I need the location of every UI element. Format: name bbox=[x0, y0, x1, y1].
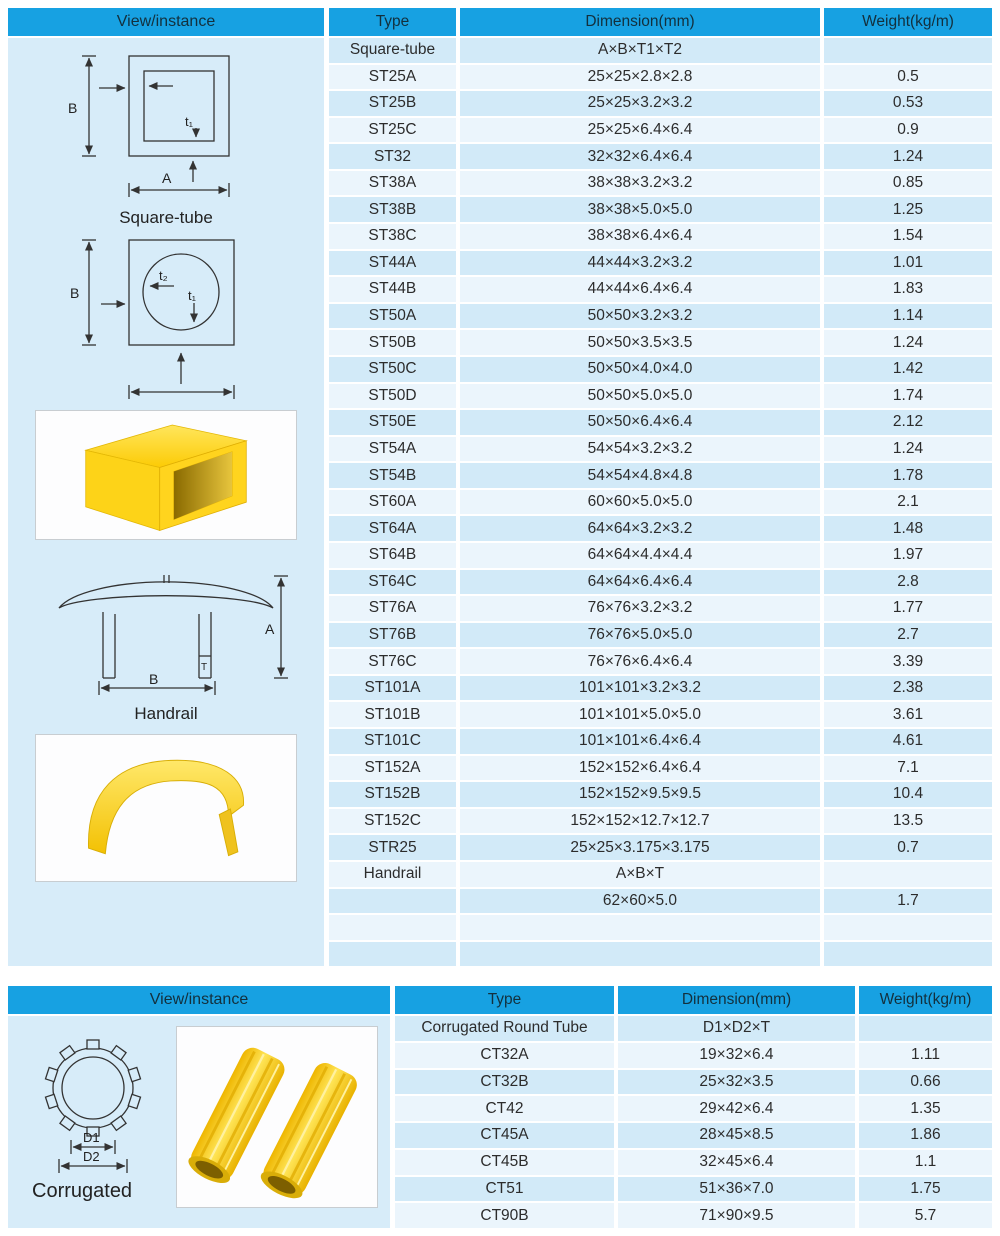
table-row bbox=[329, 91, 992, 116]
view-instance-body-bottom bbox=[8, 1016, 390, 1228]
type-cell: Corrugated Round Tube bbox=[395, 1016, 614, 1041]
dimension-cell: 60×60×5.0×5.0 bbox=[460, 490, 820, 515]
weight-cell: 10.4 bbox=[824, 782, 992, 807]
dimension-cell bbox=[460, 915, 820, 940]
weight-cell: 1.25 bbox=[824, 197, 992, 222]
table-row bbox=[329, 251, 992, 276]
square-tube-section bbox=[8, 8, 992, 966]
weight-cell: 1.83 bbox=[824, 277, 992, 302]
table-row bbox=[329, 889, 992, 914]
weight-cell: 0.7 bbox=[824, 835, 992, 860]
table-row bbox=[329, 118, 992, 143]
table-row bbox=[329, 516, 992, 541]
table-row bbox=[395, 1096, 992, 1121]
view-instance-header-bottom: View/instance bbox=[8, 986, 390, 1014]
type-cell: ST101A bbox=[329, 676, 456, 701]
weight-cell: 1.74 bbox=[824, 384, 992, 409]
dimension-cell: 64×64×3.2×3.2 bbox=[460, 516, 820, 541]
type-cell: STR25 bbox=[329, 835, 456, 860]
weight-cell: 1.97 bbox=[824, 543, 992, 568]
weight-cell: 2.8 bbox=[824, 570, 992, 595]
dimension-cell: A×B×T1×T2 bbox=[460, 38, 820, 63]
dimension-cell: 25×25×3.2×3.2 bbox=[460, 91, 820, 116]
dimension-cell: 76×76×3.2×3.2 bbox=[460, 596, 820, 621]
dim-label-t2: t₂ bbox=[159, 268, 168, 283]
table-row bbox=[329, 623, 992, 648]
weight-cell: 0.5 bbox=[824, 65, 992, 90]
dimension-cell: 50×50×4.0×4.0 bbox=[460, 357, 820, 382]
type-cell: ST25C bbox=[329, 118, 456, 143]
view-instance-header-top: View/instance bbox=[8, 8, 324, 36]
dimension-cell: 101×101×6.4×6.4 bbox=[460, 729, 820, 754]
dimension-cell: 50×50×5.0×5.0 bbox=[460, 384, 820, 409]
col-header-type: Type bbox=[329, 8, 456, 36]
table-row bbox=[329, 65, 992, 90]
weight-cell: 1.35 bbox=[859, 1096, 992, 1121]
type-cell: ST50A bbox=[329, 304, 456, 329]
weight-cell: 1.78 bbox=[824, 463, 992, 488]
col-header-weight: Weight(kg/m) bbox=[824, 8, 992, 36]
dimension-cell: 64×64×6.4×6.4 bbox=[460, 570, 820, 595]
view-instance-panel-top bbox=[8, 8, 324, 966]
table-row bbox=[329, 224, 992, 249]
dim-label-b: B bbox=[149, 671, 159, 687]
weight-cell: 1.1 bbox=[859, 1150, 992, 1175]
table-row bbox=[329, 596, 992, 621]
dimension-cell: 25×25×3.175×3.175 bbox=[460, 835, 820, 860]
weight-cell: 1.14 bbox=[824, 304, 992, 329]
type-cell: ST64C bbox=[329, 570, 456, 595]
weight-cell: 1.86 bbox=[859, 1123, 992, 1148]
col-header-type: Type bbox=[395, 986, 614, 1014]
weight-cell: 1.24 bbox=[824, 330, 992, 355]
weight-cell: 5.7 bbox=[859, 1203, 992, 1228]
weight-cell: 1.24 bbox=[824, 437, 992, 462]
table-body bbox=[395, 1016, 992, 1228]
table-row bbox=[329, 277, 992, 302]
dim-label-d1: D1 bbox=[83, 1130, 100, 1145]
table-row bbox=[329, 942, 992, 967]
corrugated-tube-section bbox=[8, 986, 992, 1228]
table-row bbox=[329, 171, 992, 196]
weight-cell: 0.9 bbox=[824, 118, 992, 143]
square-tube-photo bbox=[41, 414, 291, 536]
table-row bbox=[329, 782, 992, 807]
dimension-cell: 50×50×3.5×3.5 bbox=[460, 330, 820, 355]
weight-cell: 1.24 bbox=[824, 144, 992, 169]
weight-cell: 2.38 bbox=[824, 676, 992, 701]
handrail-photo bbox=[41, 738, 291, 878]
weight-cell: 1.77 bbox=[824, 596, 992, 621]
dimension-cell: 28×45×8.5 bbox=[618, 1123, 855, 1148]
dimension-cell: 71×90×9.5 bbox=[618, 1203, 855, 1228]
type-cell: ST50E bbox=[329, 410, 456, 435]
table-row bbox=[395, 1203, 992, 1228]
weight-cell: 2.12 bbox=[824, 410, 992, 435]
type-cell bbox=[329, 942, 456, 967]
dimension-cell bbox=[460, 942, 820, 967]
table-row bbox=[395, 1043, 992, 1068]
dim-label-a: A bbox=[162, 170, 172, 186]
dimension-cell: 152×152×12.7×12.7 bbox=[460, 809, 820, 834]
round-in-square-diagram bbox=[41, 232, 291, 404]
type-cell: CT45A bbox=[395, 1123, 614, 1148]
table-row bbox=[395, 1123, 992, 1148]
weight-cell: 0.66 bbox=[859, 1070, 992, 1095]
dimension-cell: 32×45×6.4 bbox=[618, 1150, 855, 1175]
type-cell: ST44B bbox=[329, 277, 456, 302]
table-row bbox=[329, 197, 992, 222]
weight-cell: 1.01 bbox=[824, 251, 992, 276]
type-cell: ST32 bbox=[329, 144, 456, 169]
dimension-cell: 44×44×3.2×3.2 bbox=[460, 251, 820, 276]
weight-cell: 7.1 bbox=[824, 756, 992, 781]
corrugated-caption: Corrugated bbox=[32, 1180, 133, 1202]
dimension-cell: 19×32×6.4 bbox=[618, 1043, 855, 1068]
weight-cell: 1.11 bbox=[859, 1043, 992, 1068]
square-tube-section-diagram bbox=[41, 50, 291, 202]
dimension-cell: 25×25×2.8×2.8 bbox=[460, 65, 820, 90]
handrail-caption: Handrail bbox=[134, 704, 198, 723]
dimension-cell: 76×76×5.0×5.0 bbox=[460, 623, 820, 648]
weight-cell: 13.5 bbox=[824, 809, 992, 834]
type-cell: ST152B bbox=[329, 782, 456, 807]
type-cell: CT90B bbox=[395, 1203, 614, 1228]
dimension-cell: 51×36×7.0 bbox=[618, 1177, 855, 1202]
view-instance-panel-bottom bbox=[8, 986, 390, 1228]
dim-label-d2: D2 bbox=[83, 1149, 100, 1164]
table-row bbox=[329, 38, 992, 63]
dimension-cell: 29×42×6.4 bbox=[618, 1096, 855, 1121]
weight-cell bbox=[824, 38, 992, 63]
handrail-diagram bbox=[41, 556, 291, 698]
type-cell: ST38B bbox=[329, 197, 456, 222]
weight-cell: 4.61 bbox=[824, 729, 992, 754]
table-row bbox=[329, 410, 992, 435]
table-row bbox=[329, 490, 992, 515]
table-row bbox=[329, 384, 992, 409]
dim-label-a: A bbox=[265, 621, 275, 637]
col-header-dimension: Dimension(mm) bbox=[618, 986, 855, 1014]
table-row bbox=[329, 330, 992, 355]
table-row bbox=[329, 357, 992, 382]
type-cell: CT51 bbox=[395, 1177, 614, 1202]
weight-cell: 3.39 bbox=[824, 649, 992, 674]
table-body bbox=[329, 38, 992, 966]
type-cell: ST152C bbox=[329, 809, 456, 834]
dimension-cell: 38×38×3.2×3.2 bbox=[460, 171, 820, 196]
table-row bbox=[329, 809, 992, 834]
weight-cell: 0.85 bbox=[824, 171, 992, 196]
weight-cell: 1.48 bbox=[824, 516, 992, 541]
corrugated-tubes-photo bbox=[177, 1031, 377, 1203]
weight-cell: 1.42 bbox=[824, 357, 992, 382]
type-cell: ST50C bbox=[329, 357, 456, 382]
type-cell: ST25B bbox=[329, 91, 456, 116]
type-cell: ST76B bbox=[329, 623, 456, 648]
table-row bbox=[329, 756, 992, 781]
dimension-cell: 25×25×6.4×6.4 bbox=[460, 118, 820, 143]
type-cell: ST38A bbox=[329, 171, 456, 196]
dim-label-t: T bbox=[201, 662, 208, 673]
dimension-cell: D1×D2×T bbox=[618, 1016, 855, 1041]
corrugated-section-diagram bbox=[25, 1032, 165, 1178]
dimension-cell: 38×38×6.4×6.4 bbox=[460, 224, 820, 249]
type-cell: ST54A bbox=[329, 437, 456, 462]
dimension-cell: 152×152×9.5×9.5 bbox=[460, 782, 820, 807]
table-row bbox=[329, 304, 992, 329]
dimension-cell: 101×101×3.2×3.2 bbox=[460, 676, 820, 701]
dimension-cell: 62×60×5.0 bbox=[460, 889, 820, 914]
weight-cell bbox=[824, 862, 992, 887]
weight-cell: 1.54 bbox=[824, 224, 992, 249]
type-cell: CT32B bbox=[395, 1070, 614, 1095]
table-row bbox=[329, 437, 992, 462]
table-row bbox=[329, 835, 992, 860]
table-row bbox=[329, 570, 992, 595]
type-cell: CT45B bbox=[395, 1150, 614, 1175]
table-header-row bbox=[395, 986, 992, 1014]
weight-cell: 1.7 bbox=[824, 889, 992, 914]
table-row bbox=[395, 1150, 992, 1175]
type-cell: ST60A bbox=[329, 490, 456, 515]
table-row bbox=[329, 463, 992, 488]
square-tube-table bbox=[329, 8, 992, 966]
type-cell bbox=[329, 889, 456, 914]
col-header-dimension: Dimension(mm) bbox=[460, 8, 820, 36]
table-row bbox=[329, 543, 992, 568]
table-row bbox=[329, 144, 992, 169]
dimension-cell: 152×152×6.4×6.4 bbox=[460, 756, 820, 781]
type-cell bbox=[329, 915, 456, 940]
table-row bbox=[329, 862, 992, 887]
type-cell: ST54B bbox=[329, 463, 456, 488]
col-header-weight: Weight(kg/m) bbox=[859, 986, 992, 1014]
dimension-cell: 25×32×3.5 bbox=[618, 1070, 855, 1095]
weight-cell: 3.61 bbox=[824, 702, 992, 727]
table-row bbox=[329, 649, 992, 674]
weight-cell bbox=[859, 1016, 992, 1041]
table-row bbox=[329, 915, 992, 940]
square-tube-photo-box bbox=[35, 410, 297, 540]
square-tube-caption: Square-tube bbox=[119, 208, 213, 227]
type-cell: ST76A bbox=[329, 596, 456, 621]
handrail-photo-box bbox=[35, 734, 297, 882]
type-cell: Square-tube bbox=[329, 38, 456, 63]
weight-cell: 2.1 bbox=[824, 490, 992, 515]
dimension-cell: 50×50×6.4×6.4 bbox=[460, 410, 820, 435]
dimension-cell: 54×54×4.8×4.8 bbox=[460, 463, 820, 488]
type-cell: ST38C bbox=[329, 224, 456, 249]
table-row bbox=[395, 1177, 992, 1202]
dimension-cell: 38×38×5.0×5.0 bbox=[460, 197, 820, 222]
weight-cell: 1.75 bbox=[859, 1177, 992, 1202]
dimension-cell: 54×54×3.2×3.2 bbox=[460, 437, 820, 462]
type-cell: ST44A bbox=[329, 251, 456, 276]
table-header-row bbox=[329, 8, 992, 36]
dimension-cell: 44×44×6.4×6.4 bbox=[460, 277, 820, 302]
dimension-cell: 64×64×4.4×4.4 bbox=[460, 543, 820, 568]
table-row bbox=[329, 676, 992, 701]
table-row bbox=[329, 702, 992, 727]
weight-cell bbox=[824, 915, 992, 940]
dimension-cell: 50×50×3.2×3.2 bbox=[460, 304, 820, 329]
type-cell: ST25A bbox=[329, 65, 456, 90]
table-row bbox=[395, 1070, 992, 1095]
dimension-cell: 32×32×6.4×6.4 bbox=[460, 144, 820, 169]
type-cell: ST64A bbox=[329, 516, 456, 541]
type-cell: ST64B bbox=[329, 543, 456, 568]
dim-label-t1: t₁ bbox=[185, 114, 193, 129]
type-cell: ST101C bbox=[329, 729, 456, 754]
type-cell: CT42 bbox=[395, 1096, 614, 1121]
view-instance-body-top bbox=[8, 38, 324, 966]
type-cell: ST50D bbox=[329, 384, 456, 409]
dimension-cell: A×B×T bbox=[460, 862, 820, 887]
dim-label-b: B bbox=[68, 100, 78, 116]
corrugated-table bbox=[395, 986, 992, 1228]
type-cell: ST76C bbox=[329, 649, 456, 674]
corrugated-diagram-column bbox=[22, 1026, 168, 1220]
table-row bbox=[395, 1016, 992, 1041]
type-cell: ST101B bbox=[329, 702, 456, 727]
dim-label-b: B bbox=[70, 285, 80, 301]
weight-cell: 0.53 bbox=[824, 91, 992, 116]
type-cell: CT32A bbox=[395, 1043, 614, 1068]
type-cell: ST50B bbox=[329, 330, 456, 355]
type-cell: Handrail bbox=[329, 862, 456, 887]
dim-label-t1: t₁ bbox=[188, 288, 196, 303]
dimension-cell: 101×101×5.0×5.0 bbox=[460, 702, 820, 727]
type-cell: ST152A bbox=[329, 756, 456, 781]
weight-cell: 2.7 bbox=[824, 623, 992, 648]
dimension-cell: 76×76×6.4×6.4 bbox=[460, 649, 820, 674]
table-row bbox=[329, 729, 992, 754]
corrugated-photo-box bbox=[176, 1026, 378, 1208]
weight-cell bbox=[824, 942, 992, 967]
